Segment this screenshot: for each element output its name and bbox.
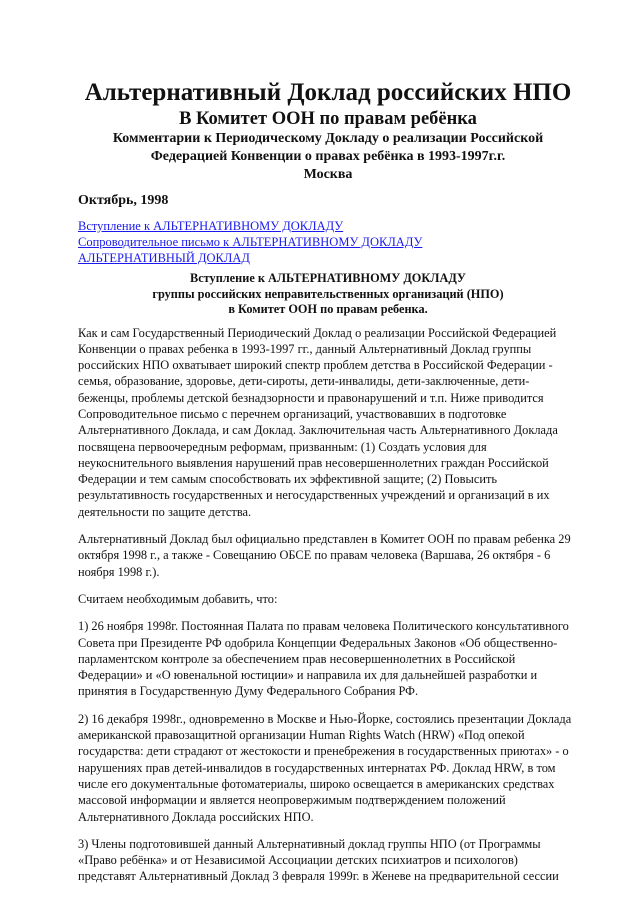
text-line: Совета при Президенте РФ одобрила Концепции Федеральных Законов «Об общественно-	[78, 635, 558, 650]
text-line: «Право ребёнка» и от Независимой Ассоциации детских психиатров и психологов)	[78, 853, 518, 868]
paragraph	[78, 618, 578, 699]
text-line: нарушениях прав детей-инвалидов в государственных интернатах РФ. Доклад HRW, в том	[78, 760, 556, 775]
text-line: представят Альтернативный Доклад 3 февраля 1999г. в Женеве на предварительной сессии	[78, 869, 559, 884]
date: Октябрь, 1998	[78, 193, 169, 208]
text-line: посвящена первоочередным реформам, призванным: (1) Создать условия для	[78, 439, 487, 454]
text-line: 2) 16 декабря 1998г., одновременно в Москве и Нью-Йорке, состоялись презентации Доклада	[78, 711, 572, 726]
document-body	[78, 325, 578, 885]
text-line: российских НПО охватывает широкий спектр проблем детства в Российской Федерации -	[78, 358, 553, 373]
text-line: принятия в Государственную Думу Федерального Собрания РФ.	[78, 684, 419, 699]
paragraph	[78, 591, 578, 607]
text-line: американской правозащитной организации Human Rights Watch (HRW) «Под опекой	[78, 728, 525, 743]
link-cover-letter[interactable]: Сопроводительное письмо к АЛЬТЕРНАТИВНОМУ ДОКЛАДУ	[78, 235, 423, 249]
link-intro[interactable]: Вступление к АЛЬТЕРНАТИВНОМУ ДОКЛАДУ	[78, 219, 344, 233]
text-line: 3) Члены подготовившей данный Альтернативный доклад группы НПО (от Программы	[78, 836, 541, 851]
toc-links	[78, 218, 578, 266]
text-line: деятельности по защите детства.	[78, 504, 252, 519]
link-report[interactable]: АЛЬТЕРНАТИВНЫЙ ДОКЛАД	[78, 251, 250, 265]
text-line: Альтернативного Доклада российских НПО.	[78, 809, 314, 824]
text-line: 1) 26 ноября 1998г. Постоянная Палата по правам человека Политического консультативного	[78, 619, 569, 634]
paragraph	[78, 325, 578, 521]
comment-line-1: Комментарии к Периодическому Докладу о реализации Российской	[112, 131, 544, 146]
text-line: Как и сам Государственный Периодический Доклад о реализации Российской Федерацией	[78, 325, 557, 340]
paragraph	[78, 836, 578, 885]
city: Москва	[303, 167, 353, 182]
comment-line-2: Федерацией Конвенции о правах ребёнка в 1993-1997г.г.	[150, 149, 506, 164]
text-line: семья, образование, здоровье, дети-сироты, дети-инвалиды, дети-заключенные, дети-	[78, 374, 530, 389]
intro-heading-3: в Комитет ООН по правам ребенка.	[228, 302, 428, 316]
paragraph	[78, 531, 578, 580]
text-line: парламентском контроле за обеспечением прав несовершеннолетних в Российской	[78, 651, 516, 666]
text-line: государства: дети страдают от жестокости и пренебрежения в государственных приютах» - о	[78, 744, 569, 759]
text-line: Федерации и тем самым способствовать их эффективной защите; (2) Повысить	[78, 472, 498, 487]
text-line: Федерации» и «О ювенальной юстиции» и направила их для дальнейшей разработки и	[78, 668, 538, 683]
intro-heading-1: Вступление к АЛЬТЕРНАТИВНОМУ ДОКЛАДУ	[190, 271, 466, 285]
text-line: октября 1998 г., а также - Совещанию ОБСЕ по правам человека (Варшава, 26 октября - 6	[78, 548, 551, 563]
text-line: неукоснительного выявления нарушений прав несовершеннолетних граждан Российской	[78, 455, 549, 470]
text-line: числе его документальные фотоматериалы, широко освещается в американских средствах	[78, 776, 555, 791]
document	[78, 78, 578, 885]
intro-heading-2: группы российских неправительственных организаций (НПО)	[152, 286, 504, 301]
subtitle: В Комитет ООН по правам ребёнка	[179, 109, 477, 129]
text-line: Альтернативного Доклада, и сам Доклад. Заключительная часть Альтернативного Доклада	[78, 423, 558, 438]
text-line: массовой информации и является неопровержимым подтверждением положений	[78, 793, 506, 808]
paragraph	[78, 711, 578, 825]
text-line: Считаем необходимым добавить, что:	[78, 591, 278, 606]
text-line: беженцы, проблемы детской безнадзорности и правонарушений и т.п. Ниже приводится	[78, 390, 544, 405]
text-line: Сопроводительное письмо с перечнем организаций, участвовавших в подготовке	[78, 406, 507, 421]
page-title: Альтернативный Доклад российских НПО	[84, 79, 572, 106]
text-line: Конвенции о правах ребенка в 1993-1997 гг., данный Альтернативный Доклад группы	[78, 341, 532, 356]
text-line: Альтернативный Доклад был официально представлен в Комитет ООН по правам ребенка 29	[78, 532, 571, 547]
text-line: результативность государственных и негосударственных учреждений и организаций в их	[78, 488, 550, 503]
text-line: ноября 1998 г.).	[78, 564, 160, 579]
